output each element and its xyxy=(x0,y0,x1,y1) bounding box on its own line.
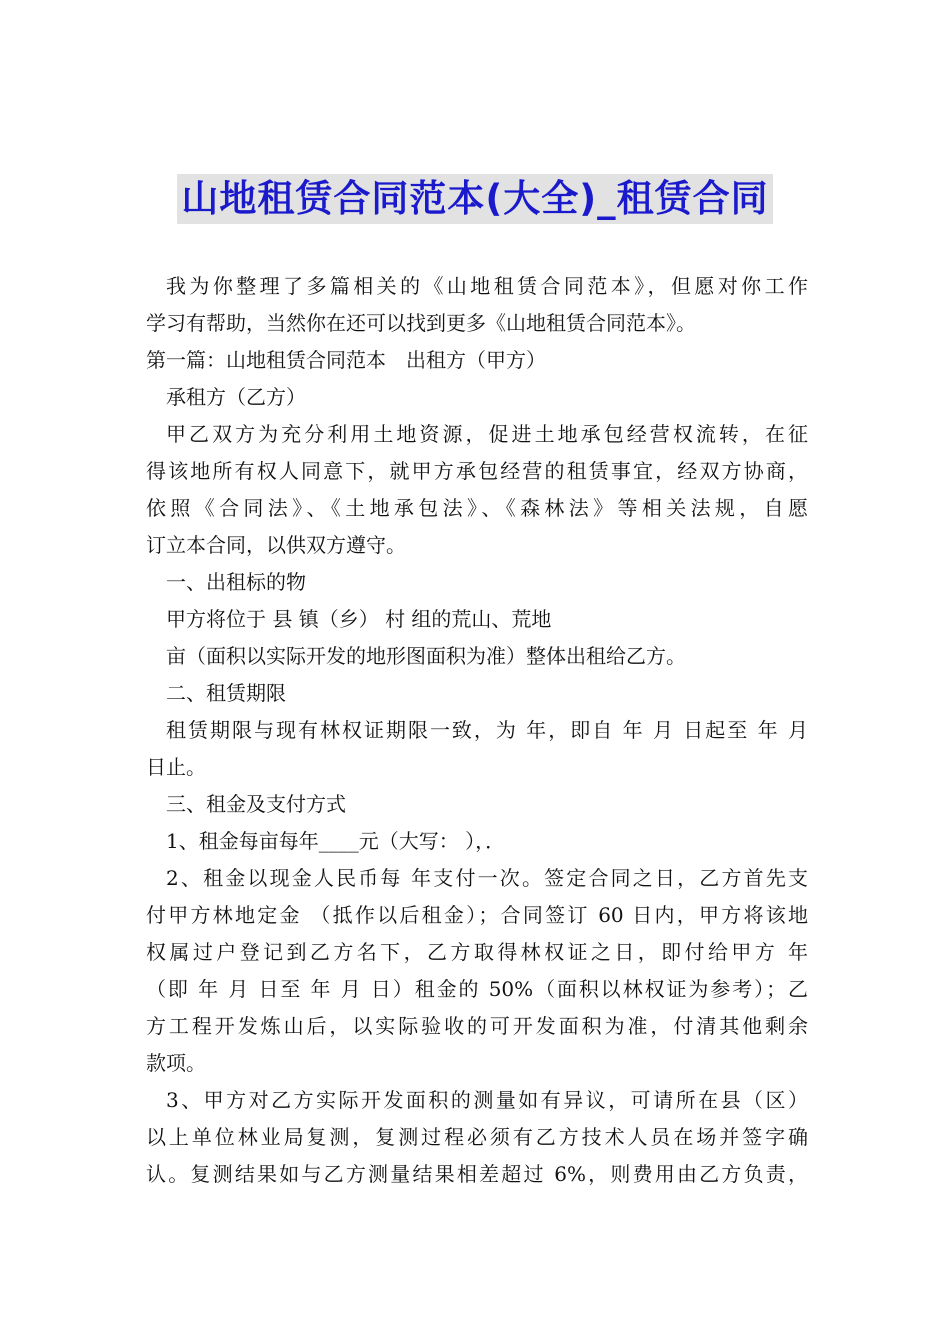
document-title: 山地租赁合同范本(大全)_租赁合同 xyxy=(177,174,772,224)
paragraph-line: 我为你整理了多篇相关的《山地租赁合同范本》，但愿对你工作 xyxy=(166,274,808,298)
paragraph-line: 依照《合同法》、《土地承包法》、《森林法》等相关法规，自愿 xyxy=(146,496,808,520)
paragraph-line: 学习有帮助，当然你在还可以找到更多《山地租赁合同范本》。 xyxy=(146,311,696,335)
document-body xyxy=(146,268,808,1193)
paragraph-line: 款项。 xyxy=(146,1051,206,1075)
paragraph-line: 甲方将位于 县 镇（乡） 村 组的荒山、荒地 xyxy=(166,607,552,631)
paragraph-line: 日止。 xyxy=(146,755,206,779)
paragraph-line: 得该地所有权人同意下，就甲方承包经营的租赁事宜，经双方协商， xyxy=(146,459,808,483)
section-heading: 第一篇：山地租赁合同范本 出租方（甲方） xyxy=(146,348,546,372)
paragraph-line: 3、甲方对乙方实际开发面积的测量如有异议，可请所在县（区） xyxy=(166,1088,808,1112)
paragraph-line: 以上单位林业局复测，复测过程必须有乙方技术人员在场并签字确 xyxy=(146,1125,808,1149)
title-container xyxy=(0,174,950,224)
section-heading: 一、出租标的物 xyxy=(166,570,306,594)
paragraph-line: 承租方（乙方） xyxy=(166,385,306,409)
section-heading: 三、租金及支付方式 xyxy=(166,792,346,816)
paragraph-line: 付甲方林地定金 （抵作以后租金）；合同签订 60 日内，甲方将该地 xyxy=(146,903,808,927)
paragraph-line: 租赁期限与现有林权证期限一致，为 年，即自 年 月 日起至 年 月 xyxy=(166,718,808,742)
paragraph-line: 甲乙双方为充分利用土地资源，促进土地承包经营权流转，在征 xyxy=(166,422,808,446)
paragraph-line: 权属过户登记到乙方名下，乙方取得林权证之日，即付给甲方 年 xyxy=(146,940,808,964)
paragraph-line: 亩（面积以实际开发的地形图面积为准）整体出租给乙方。 xyxy=(166,644,686,668)
paragraph-line: 订立本合同，以供双方遵守。 xyxy=(146,533,406,557)
section-heading: 二、租赁期限 xyxy=(166,681,286,705)
paragraph-line: 2、租金以现金人民币每 年支付一次。签定合同之日，乙方首先支 xyxy=(166,866,808,890)
paragraph-line: 1、租金每亩每年____元（大写： ），． xyxy=(166,829,506,853)
paragraph-line: 方工程开发炼山后，以实际验收的可开发面积为准，付清其他剩余 xyxy=(146,1014,808,1038)
paragraph-line: （即 年 月 日至 年 月 日）租金的 50%（面积以林权证为参考）；乙 xyxy=(146,977,808,1001)
paragraph-line: 认。复测结果如与乙方测量结果相差超过 6%，则费用由乙方负责， xyxy=(146,1162,808,1186)
